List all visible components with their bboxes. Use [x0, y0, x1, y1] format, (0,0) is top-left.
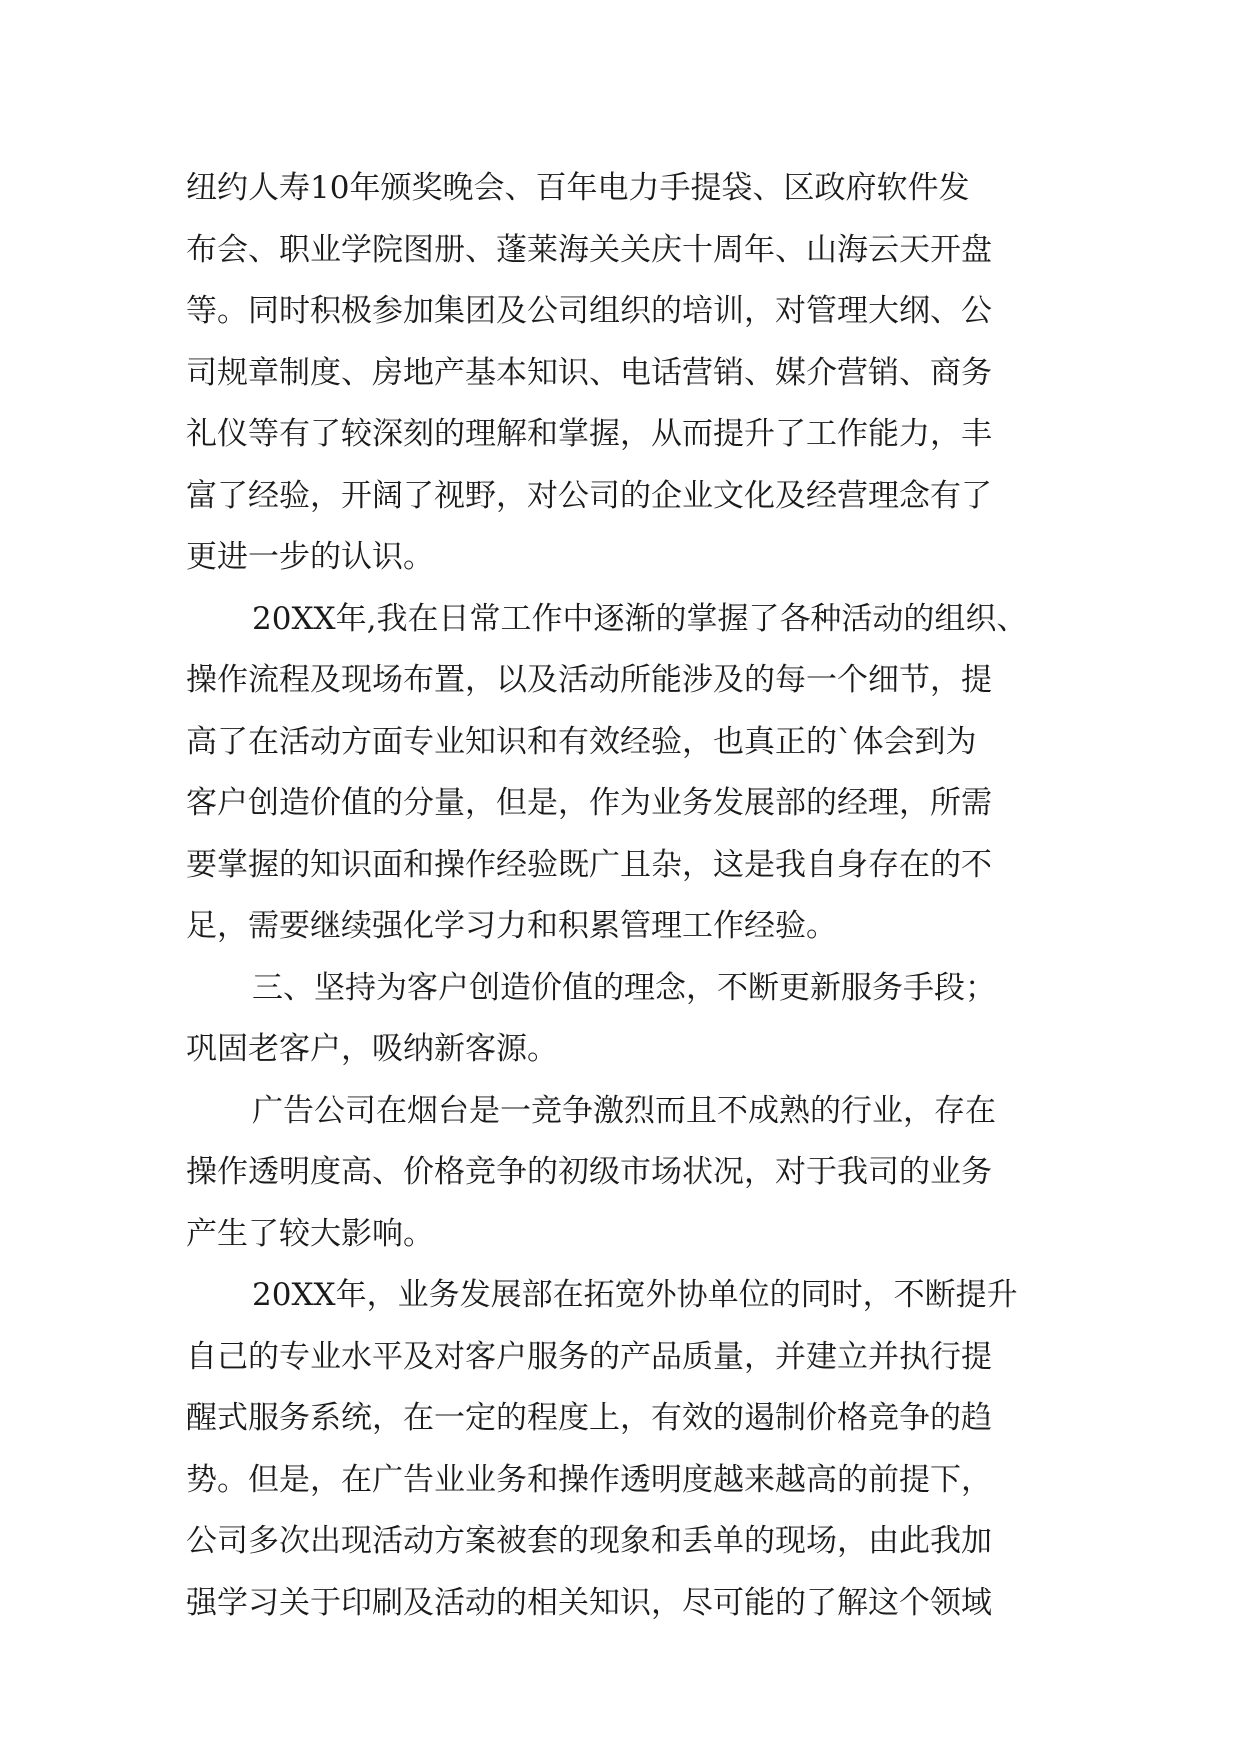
text-line: 强学习关于印刷及活动的相关知识，尽可能的了解这个领域	[186, 1584, 992, 1621]
text-line: 更进一步的认识。	[186, 539, 434, 575]
paragraph-start-line: 20XX年，业务发展部在拓宽外协单位的同时，不断提升	[252, 1277, 1018, 1313]
text-line: 操作流程及现场布置，以及活动所能涉及的每一个细节，提	[186, 662, 992, 698]
text-line: 势。但是，在广告业业务和操作透明度越来越高的前提下，	[186, 1461, 992, 1498]
text-line: 纽约人寿10年颁奖晚会、百年电力手提袋、区政府软件发	[186, 170, 970, 206]
text-line: 自己的专业水平及对客户服务的产品质量，并建立并执行提	[186, 1338, 992, 1375]
section-heading-line: 巩固老客户，吸纳新客源。	[186, 1031, 558, 1067]
text-line: 司规章制度、房地产基本知识、电话营销、媒介营销、商务	[186, 354, 992, 391]
body-text	[186, 158, 1056, 1634]
text-line: 要掌握的知识面和操作经验既广且杂，这是我自身存在的不	[186, 846, 992, 883]
text-line: 醒式服务系统，在一定的程度上，有效的遏制价格竞争的趋	[186, 1400, 992, 1436]
text-line: 礼仪等有了较深刻的理解和掌握，从而提升了工作能力，丰	[186, 416, 992, 452]
text-line: 客户创造价值的分量，但是，作为业务发展部的经理，所需	[186, 785, 992, 821]
paragraph-start-line: 20XX年,我在日常工作中逐渐的掌握了各种活动的组织、	[252, 600, 1028, 637]
paragraph-start-line: 广告公司在烟台是一竞争激烈而且不成熟的行业，存在	[252, 1092, 996, 1129]
text-line: 富了经验，开阔了视野，对公司的企业文化及经营理念有了	[186, 477, 992, 514]
text-line: 操作透明度高、价格竞争的初级市场状况，对于我司的业务	[186, 1154, 992, 1190]
text-line: 公司多次出现活动方案被套的现象和丢单的现场，由此我加	[186, 1523, 992, 1559]
section-heading-line: 三、坚持为客户创造价值的理念，不断更新服务手段；	[252, 969, 996, 1006]
text-line: 等。同时积极参加集团及公司组织的培训，对管理大纲、公	[186, 293, 992, 329]
text-line: 高了在活动方面专业知识和有效经验，也真正的`体会到为	[186, 723, 977, 760]
text-line: 布会、职业学院图册、蓬莱海关关庆十周年、山海云天开盘	[186, 231, 992, 268]
text-line: 产生了较大影响。	[186, 1215, 434, 1252]
text-line: 足，需要继续强化学习力和积累管理工作经验。	[186, 908, 837, 944]
